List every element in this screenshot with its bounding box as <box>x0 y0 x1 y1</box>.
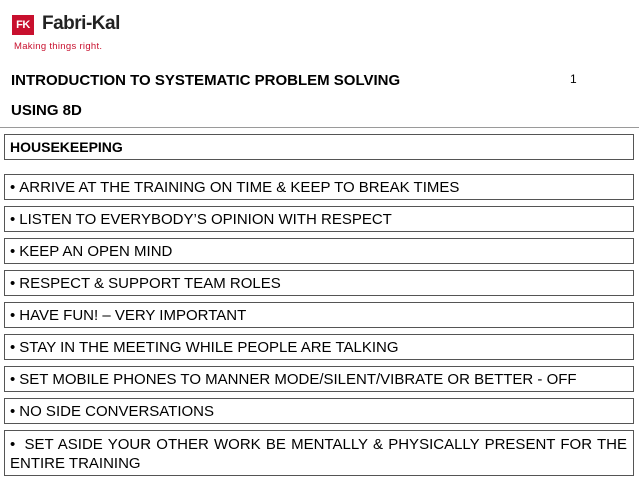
bullet-icon: • <box>10 436 16 453</box>
list-item <box>4 366 634 392</box>
bullet-icon: • <box>10 178 16 196</box>
list-item-text: ARRIVE AT THE TRAINING ON TIME & KEEP TO BREAK TIMES <box>19 178 460 196</box>
list-item <box>4 398 634 424</box>
list-item-text: KEEP AN OPEN MIND <box>19 242 173 260</box>
list-item <box>4 206 634 232</box>
list-item-text: SET MOBILE PHONES TO MANNER MODE/SILENT/VIBRATE OR BETTER - OFF <box>19 370 577 388</box>
list-item-text: RESPECT & SUPPORT TEAM ROLES <box>19 274 281 292</box>
bullet-icon: • <box>10 306 16 324</box>
list-item-text: SET ASIDE YOUR OTHER WORK BE MENTALLY & PHYSICALLY PRESENT FOR THE ENTIRE TRAINING <box>10 436 627 472</box>
page-title-line-2: USING 8D <box>11 102 82 119</box>
bullet-icon: • <box>10 274 16 292</box>
bullet-icon: • <box>10 210 16 228</box>
bullet-icon: • <box>10 242 16 260</box>
bullet-icon: • <box>10 402 16 420</box>
section-heading <box>4 134 634 160</box>
list-item <box>4 174 634 200</box>
page-number: 1 <box>570 72 577 86</box>
company-logo <box>12 15 152 55</box>
page-title <box>11 66 531 126</box>
list-item-text: HAVE FUN! – VERY IMPORTANT <box>19 306 247 324</box>
list-item <box>4 334 634 360</box>
logo-name: Fabri-Kal <box>42 13 120 34</box>
list-item <box>4 270 634 296</box>
list-item-text: NO SIDE CONVERSATIONS <box>19 402 215 420</box>
list-item <box>4 430 634 476</box>
section-heading-text: HOUSEKEEPING <box>10 139 123 155</box>
list-item-text: LISTEN TO EVERYBODY’S OPINION WITH RESPECT <box>19 210 392 228</box>
list-item <box>4 302 634 328</box>
logo-tagline: Making things right. <box>14 41 103 52</box>
list-item-text: STAY IN THE MEETING WHILE PEOPLE ARE TALKING <box>19 338 399 356</box>
list-item <box>4 238 634 264</box>
bullet-icon: • <box>10 370 16 388</box>
page-title-line-1: INTRODUCTION TO SYSTEMATIC PROBLEM SOLVING <box>11 72 401 89</box>
logo-mark: FK <box>12 15 34 35</box>
bullet-icon: • <box>10 338 16 356</box>
